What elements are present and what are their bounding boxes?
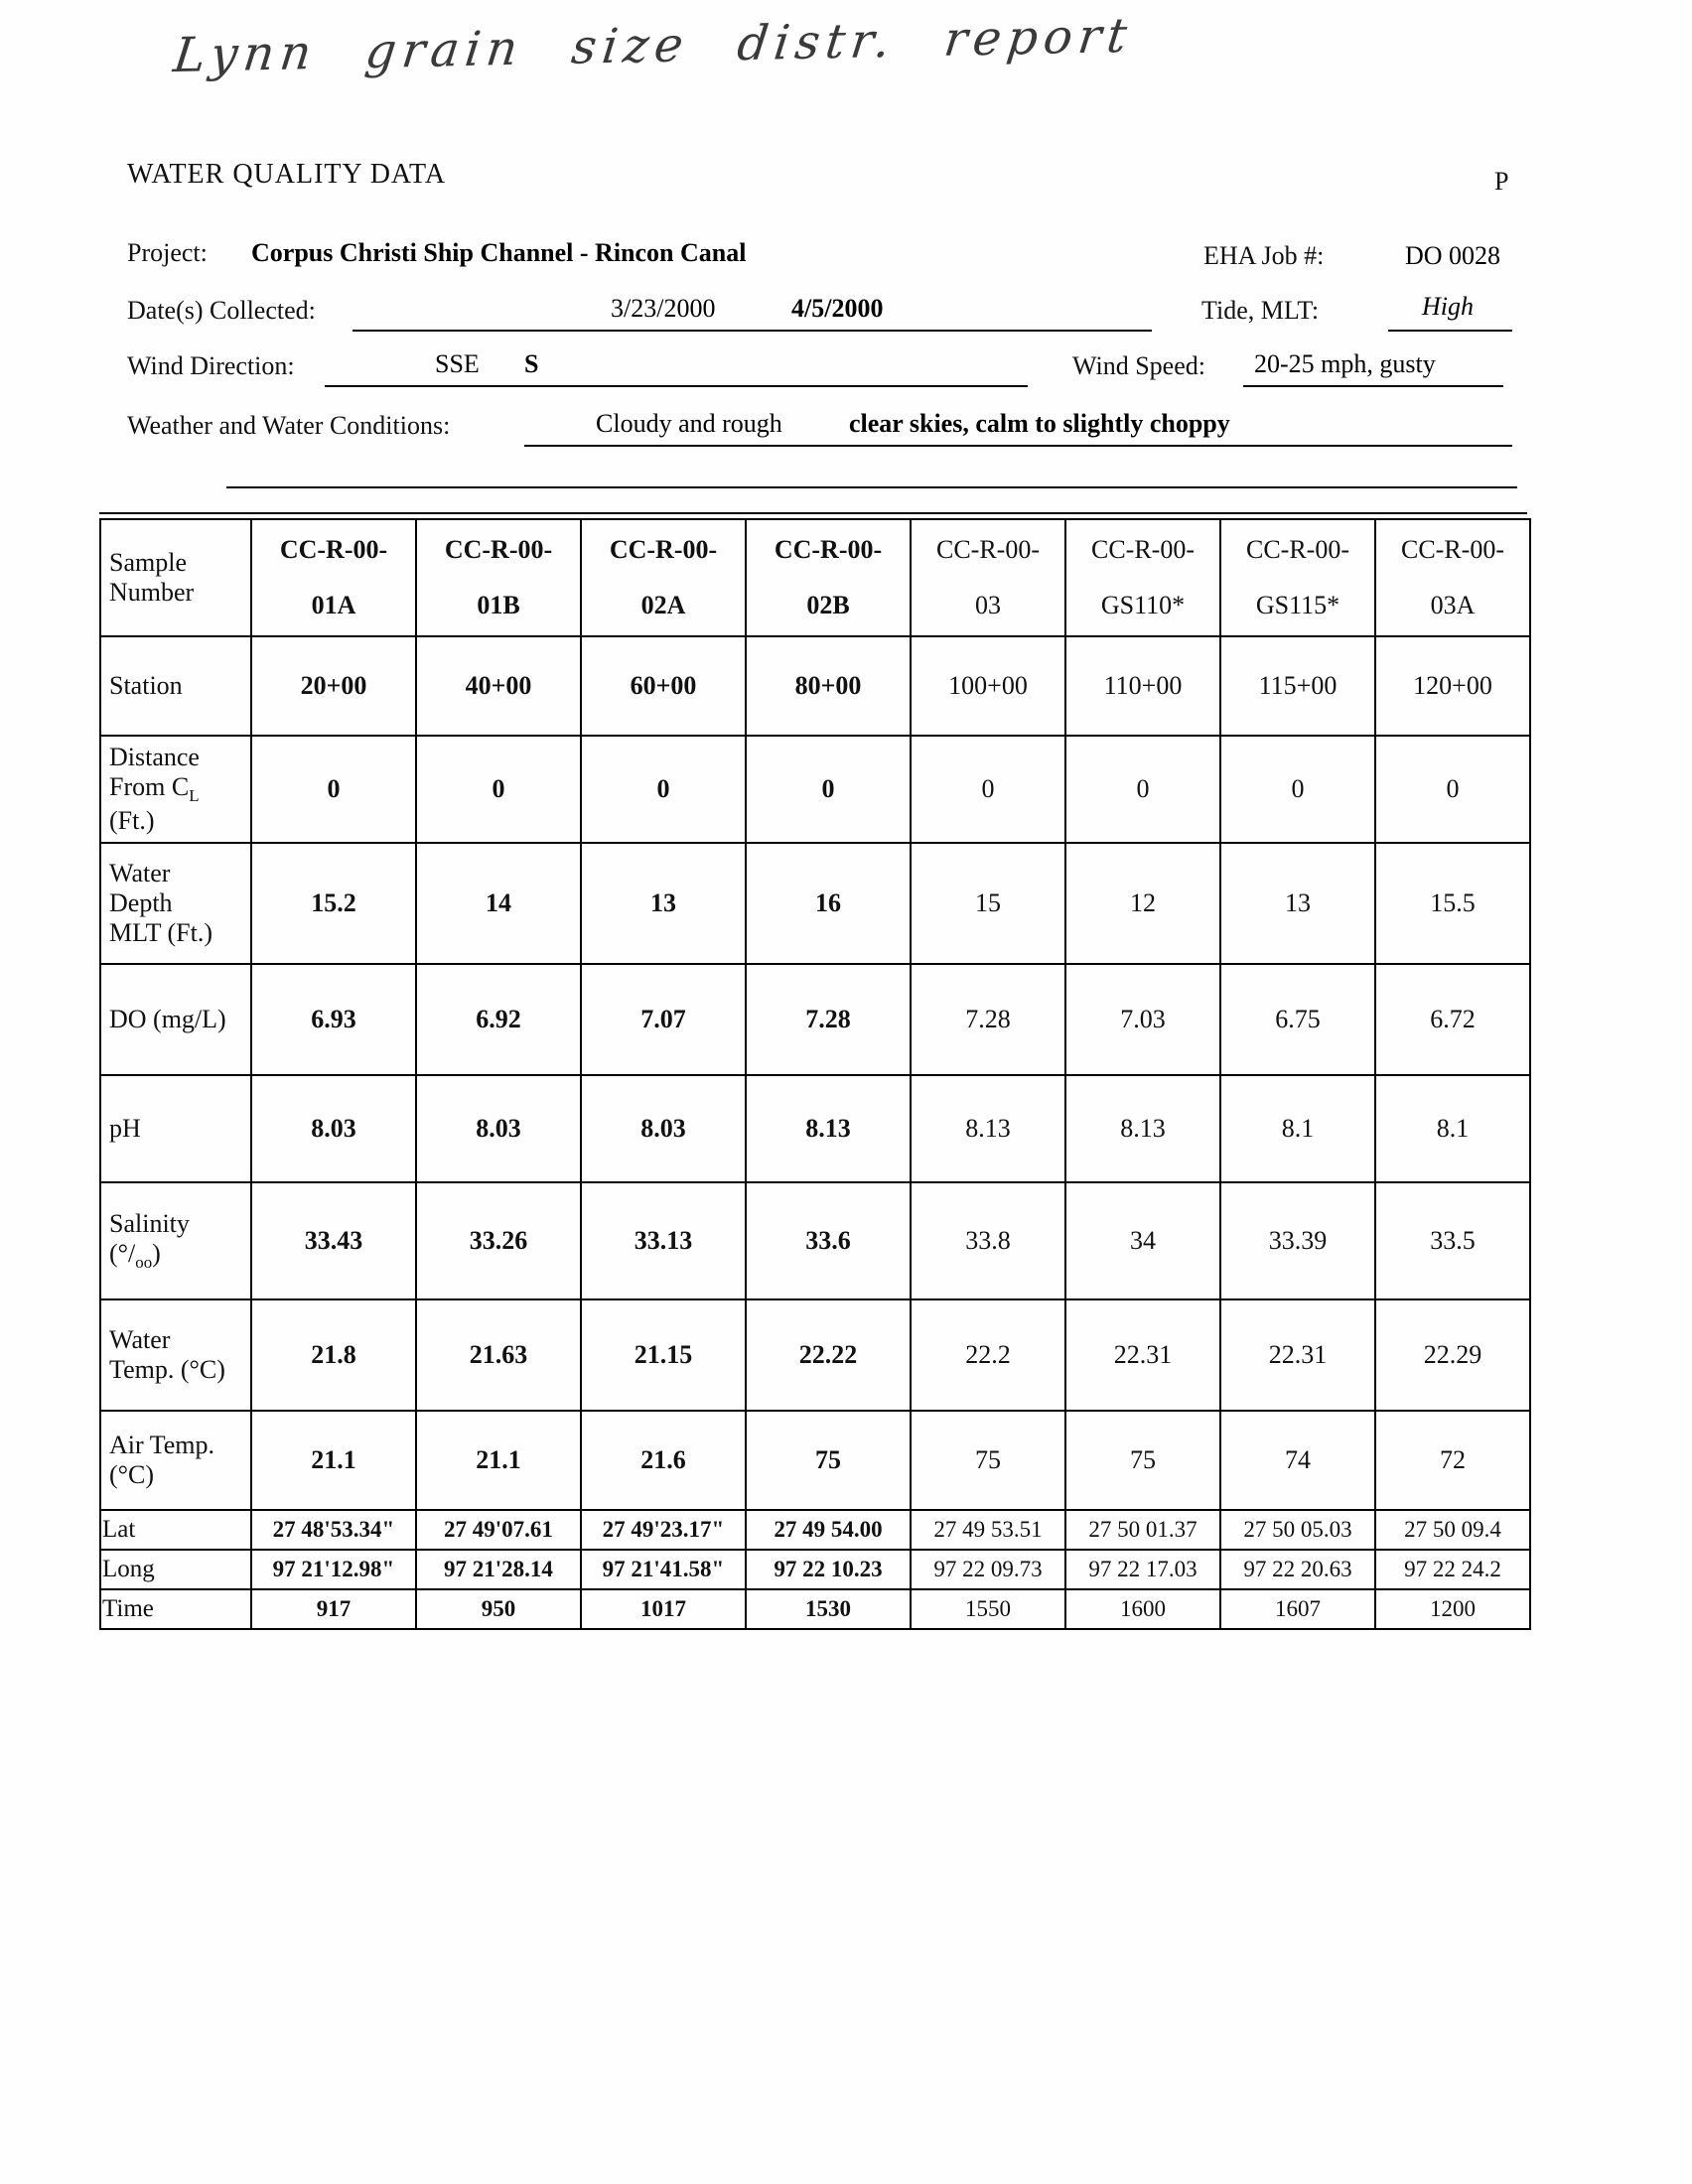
table-cell: 74	[1220, 1411, 1375, 1510]
table-cell: 21.6	[581, 1411, 746, 1510]
table-row	[100, 636, 1530, 736]
section-rule	[226, 486, 1517, 488]
table-cell: 97 22 17.03	[1065, 1550, 1220, 1589]
project-label: Project:	[127, 238, 208, 267]
table-cell: 15.2	[251, 843, 416, 964]
column-header-gs115: CC-R-00- GS115*	[1220, 519, 1375, 636]
table-cell: 6.92	[416, 964, 581, 1075]
table-cell: 13	[1220, 843, 1375, 964]
table-cell: 0	[746, 736, 911, 843]
corner-header-sample-number: Sample Number	[100, 519, 251, 636]
column-header-02a: CC-R-00- 02A	[581, 519, 746, 636]
table-cell: 8.03	[251, 1075, 416, 1182]
table-cell: 14	[416, 843, 581, 964]
table-cell: 97 22 24.2	[1375, 1550, 1530, 1589]
table-cell: 8.13	[1065, 1075, 1220, 1182]
table-cell: 21.15	[581, 1299, 746, 1411]
column-header-01b: CC-R-00- 01B	[416, 519, 581, 636]
wind-direction-value-1: SSE	[435, 349, 480, 378]
row-label: Lat	[100, 1510, 251, 1550]
table-cell: 6.75	[1220, 964, 1375, 1075]
table-cell: 1017	[581, 1589, 746, 1629]
table-cell: 6.72	[1375, 964, 1530, 1075]
date-value-2: 4/5/2000	[791, 294, 884, 323]
row-label: pH	[100, 1075, 251, 1182]
row-label: DO (mg/L)	[100, 964, 251, 1075]
table-cell: 8.1	[1375, 1075, 1530, 1182]
table-cell: 21.1	[251, 1411, 416, 1510]
table-cell: 97 21'12.98"	[251, 1550, 416, 1589]
table-cell: 8.13	[911, 1075, 1065, 1182]
table-cell: 20+00	[251, 636, 416, 736]
table-cell: 0	[911, 736, 1065, 843]
table-cell: 72	[1375, 1411, 1530, 1510]
table-cell: 27 49 54.00	[746, 1510, 911, 1550]
table-cell: 33.13	[581, 1182, 746, 1299]
table-cell: 100+00	[911, 636, 1065, 736]
table-cell: 0	[416, 736, 581, 843]
wind-direction-value-2: S	[524, 349, 539, 378]
table-cell: 75	[1065, 1411, 1220, 1510]
table-header-row	[100, 519, 1530, 636]
wind-speed-label: Wind Speed:	[1072, 351, 1205, 380]
table-cell: 15.5	[1375, 843, 1530, 964]
column-header-gs110: CC-R-00- GS110*	[1065, 519, 1220, 636]
table-cell: 0	[1220, 736, 1375, 843]
water-quality-table-wrap	[99, 512, 1527, 1630]
table-cell: 27 49 53.51	[911, 1510, 1065, 1550]
table-row	[100, 1589, 1530, 1629]
table-cell: 97 21'41.58"	[581, 1550, 746, 1589]
wind-speed-underline	[1243, 385, 1503, 387]
table-cell: 75	[746, 1411, 911, 1510]
table-cell: 97 22 10.23	[746, 1550, 911, 1589]
table-cell: 33.5	[1375, 1182, 1530, 1299]
dates-collected-label: Date(s) Collected:	[127, 296, 316, 325]
table-cell: 13	[581, 843, 746, 964]
table-cell: 7.28	[746, 964, 911, 1075]
wind-direction-underline	[325, 385, 1028, 387]
row-label: Distance From $C_L$ (Ft.)	[100, 736, 251, 843]
weather-value-2: clear skies, calm to slightly choppy	[849, 409, 1230, 438]
eha-job-value: DO 0028	[1405, 241, 1501, 270]
row-label: Station	[100, 636, 251, 736]
table-cell: 21.8	[251, 1299, 416, 1411]
table-row	[100, 1411, 1530, 1510]
table-cell: 33.39	[1220, 1182, 1375, 1299]
table-cell: 8.1	[1220, 1075, 1375, 1182]
table-cell: 1550	[911, 1589, 1065, 1629]
table-row	[100, 1075, 1530, 1182]
table-cell: 22.31	[1065, 1299, 1220, 1411]
column-header-02b: CC-R-00- 02B	[746, 519, 911, 636]
row-label: Water Temp. (°C)	[100, 1299, 251, 1411]
weather-underline	[524, 445, 1512, 447]
table-cell: 80+00	[746, 636, 911, 736]
table-cell: 22.29	[1375, 1299, 1530, 1411]
table-cell: 27 48'53.34"	[251, 1510, 416, 1550]
row-label: Long	[100, 1550, 251, 1589]
project-value: Corpus Christi Ship Channel - Rincon Canal	[251, 238, 747, 267]
table-cell: 0	[581, 736, 746, 843]
table-row	[100, 1510, 1530, 1550]
table-cell: 33.43	[251, 1182, 416, 1299]
table-row	[100, 1299, 1530, 1411]
tide-label: Tide, MLT:	[1201, 296, 1320, 325]
table-cell: 22.22	[746, 1299, 911, 1411]
table-cell: 33.26	[416, 1182, 581, 1299]
table-cell: 27 50 05.03	[1220, 1510, 1375, 1550]
table-cell: 60+00	[581, 636, 746, 736]
table-row	[100, 843, 1530, 964]
page-title: WATER QUALITY DATA	[127, 159, 447, 190]
table-cell: 40+00	[416, 636, 581, 736]
table-cell: 16	[746, 843, 911, 964]
table-cell: 97 22 20.63	[1220, 1550, 1375, 1589]
weather-conditions-label: Weather and Water Conditions:	[127, 411, 451, 440]
weather-value-1: Cloudy and rough	[596, 409, 782, 438]
table-cell: 12	[1065, 843, 1220, 964]
tide-underline	[1388, 330, 1512, 332]
table-cell: 22.2	[911, 1299, 1065, 1411]
table-cell: 21.63	[416, 1299, 581, 1411]
table-cell: 33.6	[746, 1182, 911, 1299]
table-cell: 21.1	[416, 1411, 581, 1510]
table-cell: 0	[251, 736, 416, 843]
table-cell: 27 50 01.37	[1065, 1510, 1220, 1550]
column-header-01a: CC-R-00- 01A	[251, 519, 416, 636]
row-label: Air Temp. (°C)	[100, 1411, 251, 1510]
table-cell: 7.28	[911, 964, 1065, 1075]
table-cell: 0	[1065, 736, 1220, 843]
page-marker: P	[1494, 167, 1509, 196]
date-value-1: 3/23/2000	[611, 294, 716, 323]
row-label: Time	[100, 1589, 251, 1629]
column-header-03a: CC-R-00- 03A	[1375, 519, 1530, 636]
column-header-03: CC-R-00- 03	[911, 519, 1065, 636]
table-header	[100, 519, 1530, 636]
dates-underline	[352, 330, 1152, 332]
table-row	[100, 964, 1530, 1075]
table-cell: 120+00	[1375, 636, 1530, 736]
table-body	[100, 636, 1530, 1629]
table-row	[100, 736, 1530, 843]
table-cell: 7.03	[1065, 964, 1220, 1075]
table-cell: 6.93	[251, 964, 416, 1075]
table-cell: 33.8	[911, 1182, 1065, 1299]
table-cell: 110+00	[1065, 636, 1220, 736]
table-cell: 97 22 09.73	[911, 1550, 1065, 1589]
water-quality-table	[99, 518, 1531, 1630]
table-cell: 917	[251, 1589, 416, 1629]
row-label: Salinity $(^\circ/_{oo})$	[100, 1182, 251, 1299]
table-cell: 7.07	[581, 964, 746, 1075]
table-cell: 27 49'07.61	[416, 1510, 581, 1550]
table-cell: 0	[1375, 736, 1530, 843]
table-cell: 15	[911, 843, 1065, 964]
eha-job-label: EHA Job #:	[1203, 241, 1325, 270]
table-cell: 22.31	[1220, 1299, 1375, 1411]
table-cell: 97 21'28.14	[416, 1550, 581, 1589]
table-cell: 1530	[746, 1589, 911, 1629]
table-cell: 8.13	[746, 1075, 911, 1182]
table-cell: 1200	[1375, 1589, 1530, 1629]
row-label: Water Depth MLT (Ft.)	[100, 843, 251, 964]
table-cell: 8.03	[416, 1075, 581, 1182]
table-cell: 1600	[1065, 1589, 1220, 1629]
wind-direction-label: Wind Direction:	[127, 351, 295, 380]
table-cell: 115+00	[1220, 636, 1375, 736]
table-cell: 950	[416, 1589, 581, 1629]
table-cell: 1607	[1220, 1589, 1375, 1629]
wind-speed-value: 20-25 mph, gusty	[1254, 349, 1436, 378]
tide-value: High	[1422, 292, 1474, 321]
table-cell: 34	[1065, 1182, 1220, 1299]
table-cell: 75	[911, 1411, 1065, 1510]
table-row	[100, 1550, 1530, 1589]
table-cell: 27 50 09.4	[1375, 1510, 1530, 1550]
table-row	[100, 1182, 1530, 1299]
table-cell: 8.03	[581, 1075, 746, 1182]
handwritten-note: Lynn grain size distr. report	[170, 7, 1136, 84]
table-cell: 27 49'23.17"	[581, 1510, 746, 1550]
